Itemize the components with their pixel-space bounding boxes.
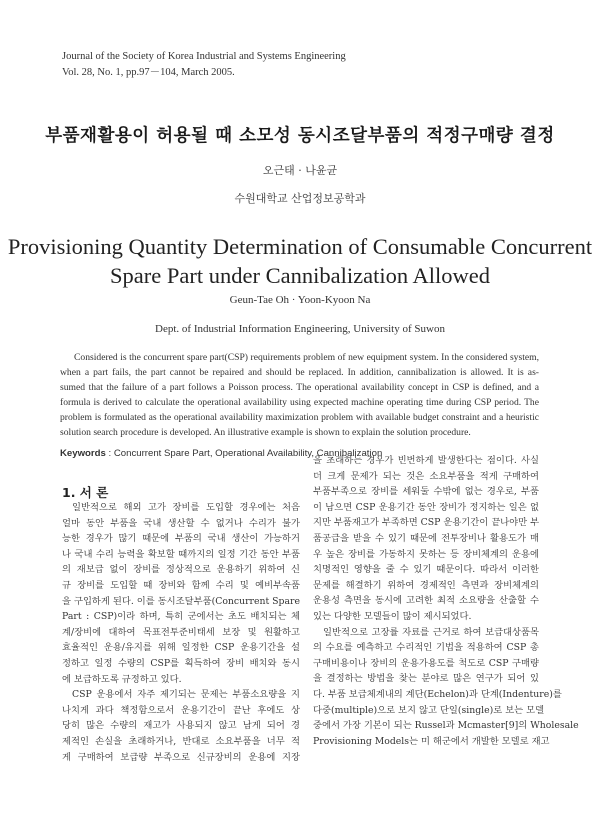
body-line: 당히 많은 수량의 재고가 사용되지 않고 남게 되어 경	[62, 720, 300, 732]
abstract-line: Considered is the concurrent spare part(CSP) requirements problem of new equipment system. In the considered system,	[74, 352, 539, 363]
body-line: 문제를 해결하기 위하여 경제적인 측면과 장비체계의	[313, 579, 539, 591]
body-line: 지만 부품재고가 부족하면 CSP 운용기간이 끝나야만 부	[313, 517, 540, 529]
english-affiliation: Dept. of Industrial Information Engineering, University of Suwon	[155, 323, 445, 335]
english-authors: Geun-Tae Oh · Yoon-Kyoon Na	[229, 294, 371, 306]
abstract-line: when a part fails, the part cannot be repaired and should be replaced. In addition, cannibalization is allowed. It is as-	[60, 367, 539, 378]
body-line: 에 보급하도록 규정하고 있다.	[62, 673, 182, 685]
abstract-line: problem is formulated as the operational availability maximization problem with available budget constraint and a heuristic	[60, 412, 539, 423]
journal-volume: Vol. 28, No. 1, pp.97－104, March 2005.	[62, 67, 235, 78]
body-line: 게 구매하여 보급량 부족으로 신규장비의 운용에 지장	[62, 751, 300, 763]
body-line: 나 국내 수리 능력을 확보할 때까지의 일정 기간 동안 부품	[62, 548, 300, 560]
right-column	[313, 453, 579, 749]
body-line: 제적인 손실을 초래하거나, 반대로 소요부품을 너무 적	[62, 735, 300, 747]
body-line: 효율적인 운용/유지를 위해 일정한 CSP 운용기간을 설	[62, 642, 300, 654]
abstract-line: sumed that the failure of a part follows a Poisson process. The operational availability concept in CSP is defined, and a	[60, 382, 539, 393]
body-line: 얼마 동안 부품을 국내 생산할 수 없거나 수리가 불가	[62, 517, 300, 529]
body-line: 규 장비를 도입할 때 장비와 함께 수리 및 예비부속품	[62, 579, 300, 591]
body-line: 일반적으로 고장률 자료를 근거로 하여 보급대상품목	[323, 626, 539, 638]
body-line: 더 크게 문제가 되는 것은 소요부품을 적게 구매하여	[313, 470, 539, 482]
body-line: 계/장비에 대하여 목표전투준비태세 보장 및 원활하고	[62, 626, 300, 638]
journal-name: Journal of the Society of Korea Industrial and Systems Engineering	[62, 51, 346, 62]
body-line: 을 구입하게 된다. 이를 동시조달부품(Concurrent Spare	[62, 595, 300, 607]
body-line: 부품부족으로 장비를 세워둘 수밖에 없는 경우로, 부품	[313, 486, 539, 498]
body-line: 치명적인 영향을 줄 수 있기 때문이다. 따라서 이러한	[313, 564, 539, 576]
body-line: 구매비용이나 장비의 운용가용도를 척도로 CSP 구매량	[313, 657, 539, 669]
english-title	[0, 232, 600, 290]
body-line: 우 높은 장비를 가동하지 못하는 등 장비체계의 운용에	[313, 548, 539, 560]
body-line: 의 수요를 예측하고 수리적인 기법을 적용하여 CSP 총	[313, 642, 539, 654]
body-line: 을 초래하는 경우가 빈번하게 발생한다는 점이다. 사실	[313, 455, 539, 466]
english-title-line-2: Spare Part under Cannibalization Allowed	[110, 263, 490, 288]
korean-authors: 오근태 · 나윤균	[262, 164, 338, 177]
body-line: 정하고 일정 수량의 CSP를 획득하여 장비 배치와 동시	[62, 657, 300, 669]
left-column	[62, 500, 300, 765]
body-line: 을 결정하는 방법을 찾는 분야로 많은 연구가 되어 있	[313, 673, 539, 685]
body-line: 다. 부품 보급체계내의 계단(Echelon)과 단계(Indenture)를	[313, 688, 562, 700]
keywords-text: : Concurrent Spare Part, Operational Availability, Cannibalization	[105, 448, 383, 459]
body-line: 이 남으면 CSP 운용기간 동안 장비가 정지하는 일은 없	[313, 501, 539, 513]
body-line: Part : CSP)이라 하며, 특히 군에서는 초도 배치되는 체	[62, 611, 300, 623]
body-line: CSP 운용에서 자주 제기되는 문제는 부품소요량을 지	[72, 689, 300, 701]
abstract	[60, 350, 539, 440]
korean-title: 부품재활용이 허용될 때 소모성 동시조달부품의 적정구매량 결정	[45, 126, 555, 146]
body-line: 일반적으로 해외 고가 장비를 도입할 경우에는 처음	[72, 502, 300, 513]
section-heading-introduction: 1. 서 론	[62, 485, 109, 500]
body-line: 있는 다양한 모델들이 많이 제시되었다.	[313, 610, 472, 622]
body-line: 운용성 측면을 동시에 고려한 최적 소요량을 산출할 수	[313, 595, 539, 607]
abstract-line: solution search procedure is developed. An illustrative example is shown to explain the solution procedure.	[60, 427, 471, 438]
abstract-line: formula is derived to calculate the operational availability using expected machine operating time during CSP period. The	[60, 397, 539, 408]
body-line: Provisioning Models는 미 해군에서 개발한 모델로 재고	[313, 735, 550, 747]
body-line: 품공급을 받을 수 있기 때문에 전투장비나 활용도가 매	[313, 532, 539, 544]
body-line: 나치게 과다 책정함으로서 운용기간이 끝난 후에도 상	[62, 704, 300, 716]
body-line: 중에서 가장 기본이 되는 Russel과 Mcmaster[9]의 Wholesale	[313, 720, 579, 732]
journal-header	[62, 49, 346, 81]
body-line: 능한 경우가 많기 때문에 부품의 국내 생산이 가능하거	[62, 533, 300, 545]
korean-affiliation: 수원대학교 산업정보공학과	[234, 192, 366, 205]
keywords-label: Keywords	[60, 448, 106, 459]
body-line: 의 재보급 없이 장비를 정상적으로 운용하기 위하여 신	[62, 564, 300, 576]
english-title-line-1: Provisioning Quantity Determination of Consumable Concurrent	[7, 234, 593, 259]
body-line: 다중(multiple)으로 보지 않고 단일(single)로 보는 모델	[313, 704, 545, 716]
